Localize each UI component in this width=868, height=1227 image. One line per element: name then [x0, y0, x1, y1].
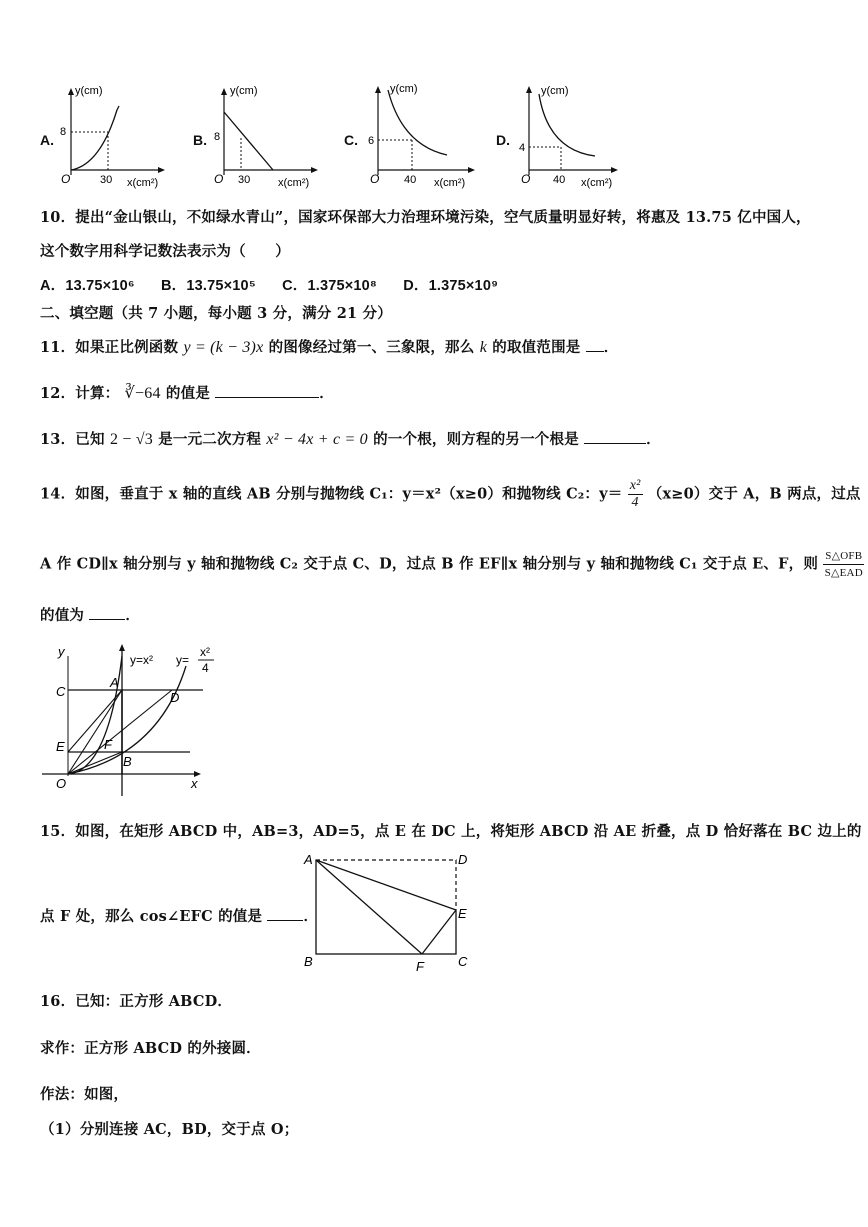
graph-d-x-tick: 40 [553, 174, 566, 186]
q15-fig-d: D [458, 852, 468, 867]
graph-d-x-label: x(cm²) [581, 177, 613, 189]
q14-fig-point-b: B [123, 754, 132, 769]
graph-a-origin: O [61, 172, 71, 186]
q14-fig-point-o: O [56, 776, 67, 791]
q14-fig-curve-2: y= [176, 653, 190, 667]
q15-fig-e: E [458, 906, 467, 921]
q11-mid: 的图像经过第一、三象限，那么 [268, 339, 475, 356]
q11: 11．如果正比例函数 y = (k − 3)x 的图像经过第一、三象限，那么 k 的取值范围是 ． [40, 339, 619, 356]
graph-b-y-label: y(cm) [230, 85, 258, 97]
q15-line-2-text: 点 F 处，那么 cos∠EFC 的值是 [40, 908, 263, 925]
option-d-label: D. [496, 132, 510, 148]
graph-b-y-tick: 8 [214, 131, 221, 143]
graph-c-origin: O [370, 172, 380, 186]
graph-d-origin: O [521, 172, 531, 186]
q12: 12．计算： ∛−64 的值是 ． [40, 385, 334, 402]
graph-b [208, 80, 328, 195]
q13-formula-2: x² − 4x + c = 0 [266, 431, 368, 448]
graph-a-x-tick: 30 [100, 174, 113, 186]
q14-line-1 [40, 478, 861, 511]
q12-formula: ∛−64 [124, 385, 161, 402]
graph-c-x-tick: 40 [404, 174, 417, 186]
q14-fraction-denominator: 4 [631, 495, 639, 510]
q16-line-4: （1）分别连接 AC，BD，交于点 O； [40, 1121, 299, 1138]
q15-line-2: 点 F 处，那么 cos∠EFC 的值是 ． [40, 908, 319, 925]
q16-line-1: 16．已知：正方形 ABCD． [40, 993, 233, 1010]
graph-a-y-tick: 8 [60, 126, 67, 138]
graph-b-x-label: x(cm²) [278, 177, 310, 189]
graph-options-row [0, 80, 868, 200]
q15-fig-b: B [304, 954, 313, 969]
q14-fig-curve-2-num: x² [200, 645, 210, 659]
q15-fig-c: C [458, 954, 468, 969]
graph-c-y-tick: 6 [368, 135, 375, 147]
q14-line-2 [40, 548, 864, 581]
q14-ratio-numerator: S△OFB [823, 548, 864, 565]
q12-post: 的值是 [165, 385, 211, 402]
q11-pre: 11．如果正比例函数 [40, 339, 179, 356]
q14-fig-point-e: E [56, 739, 65, 754]
graph-a [55, 80, 175, 195]
option-c-label: C. [344, 132, 358, 148]
q14-ratio-denominator: S△EAD [824, 567, 863, 579]
q15-fig-a: A [304, 852, 313, 867]
q14-answer-blank[interactable] [89, 605, 125, 620]
q13-post: 的一个根，则方程的另一个根是 [373, 431, 579, 448]
q13-pre: 13．已知 [40, 431, 105, 448]
q11-answer-blank[interactable] [586, 337, 604, 352]
graph-a-y-label: y(cm) [75, 85, 103, 97]
q14-fig-y-axis: y [58, 644, 65, 659]
q10-line-1: 10．提出“金山银山，不如绿水青山”，国家环保部大力治理环境污染，空气质量明显好转，将惠及 13.75 亿中国人， [40, 209, 811, 226]
graph-d [513, 80, 633, 195]
q14-fig-x-axis: x [191, 776, 198, 791]
q14-fig-point-c: C [56, 684, 66, 699]
q15-fig-f: F [416, 959, 424, 974]
q14-line-3: 的值为 ． [40, 607, 141, 624]
section-2-heading: 二、填空题（共 7 小题，每小题 3 分，满分 21 分） [40, 305, 392, 322]
q13: 13．已知 2 − √3 是一元二次方程 x² − 4x + c = 0 的一个根，则方程的另一个根是 ． [40, 431, 661, 448]
q14-fig-point-d: D [170, 690, 180, 705]
graph-b-origin: O [214, 172, 224, 186]
q14-ratio-fraction [823, 548, 864, 581]
q12-answer-blank[interactable] [215, 383, 319, 398]
graph-d-y-tick: 4 [519, 142, 526, 154]
q10-options [40, 274, 498, 295]
q16-line-3: 作法：如图， [40, 1086, 129, 1103]
q13-mid: 是一元二次方程 [158, 431, 262, 448]
q10-line-2: 这个数字用科学记数法表示为（ ） [40, 243, 290, 260]
q14-figure [38, 636, 218, 798]
q14-line-1-post: （x≥0）交于 A，B 两点，过点 [647, 485, 861, 503]
q14-line-1-pre: 14．如图，垂直于 x 轴的直线 AB 分别与抛物线 C₁：y＝x²（x≥0）和抛物线 C₂：y＝ [40, 485, 623, 503]
q14-parabola-fraction [628, 478, 643, 511]
q14-fig-curve-2-den: 4 [202, 661, 209, 675]
graph-b-x-tick: 30 [238, 174, 251, 186]
q10-option-b[interactable]: B．13.75×10⁵ [160, 278, 256, 294]
q11-post: 的取值范围是 [492, 339, 581, 356]
q15-figure [298, 848, 478, 976]
option-b-label: B. [193, 132, 207, 148]
q13-formula-1: 2 − √3 [109, 431, 153, 448]
q10-option-a[interactable]: A．13.75×10⁶ [40, 278, 135, 294]
q16-line-2: 求作：正方形 ABCD 的外接圆． [40, 1040, 261, 1057]
q15-line-1: 15．如图，在矩形 ABCD 中，AB=3，AD=5，点 E 在 DC 上，将矩形 ABCD 沿 AE 折叠，点 D 恰好落在 BC 边上的 [40, 823, 862, 840]
option-a-label: A. [40, 132, 54, 148]
graph-c-x-label: x(cm²) [434, 177, 466, 189]
q11-var: k [479, 339, 488, 356]
q10-option-d[interactable]: D．1.375×10⁹ [403, 278, 499, 294]
q14-fraction-numerator: x² [629, 478, 641, 493]
q14-fig-point-f: F [104, 737, 112, 752]
graph-c-y-label: y(cm) [390, 83, 418, 95]
q14-fig-curve-1: y=x² [130, 653, 154, 667]
q10-option-c[interactable]: C．1.375×10⁸ [282, 278, 377, 294]
q14-fig-point-a: A [110, 675, 119, 690]
q13-answer-blank[interactable] [584, 429, 646, 444]
graph-d-y-label: y(cm) [541, 85, 569, 97]
graph-c [362, 80, 482, 195]
graph-a-x-label: x(cm²) [127, 177, 159, 189]
q14-line-3-text: 的值为 [40, 607, 85, 624]
q11-formula: y = (k − 3)x [183, 339, 264, 356]
q14-line-2-text: A 作 CD∥x 轴分别与 y 轴和抛物线 C₂ 交于点 C、D，过点 B 作 EF∥x 轴分别与 y 轴和抛物线 C₁ 交于点 E、F，则 [40, 555, 819, 573]
q12-pre: 12．计算： [40, 385, 120, 402]
